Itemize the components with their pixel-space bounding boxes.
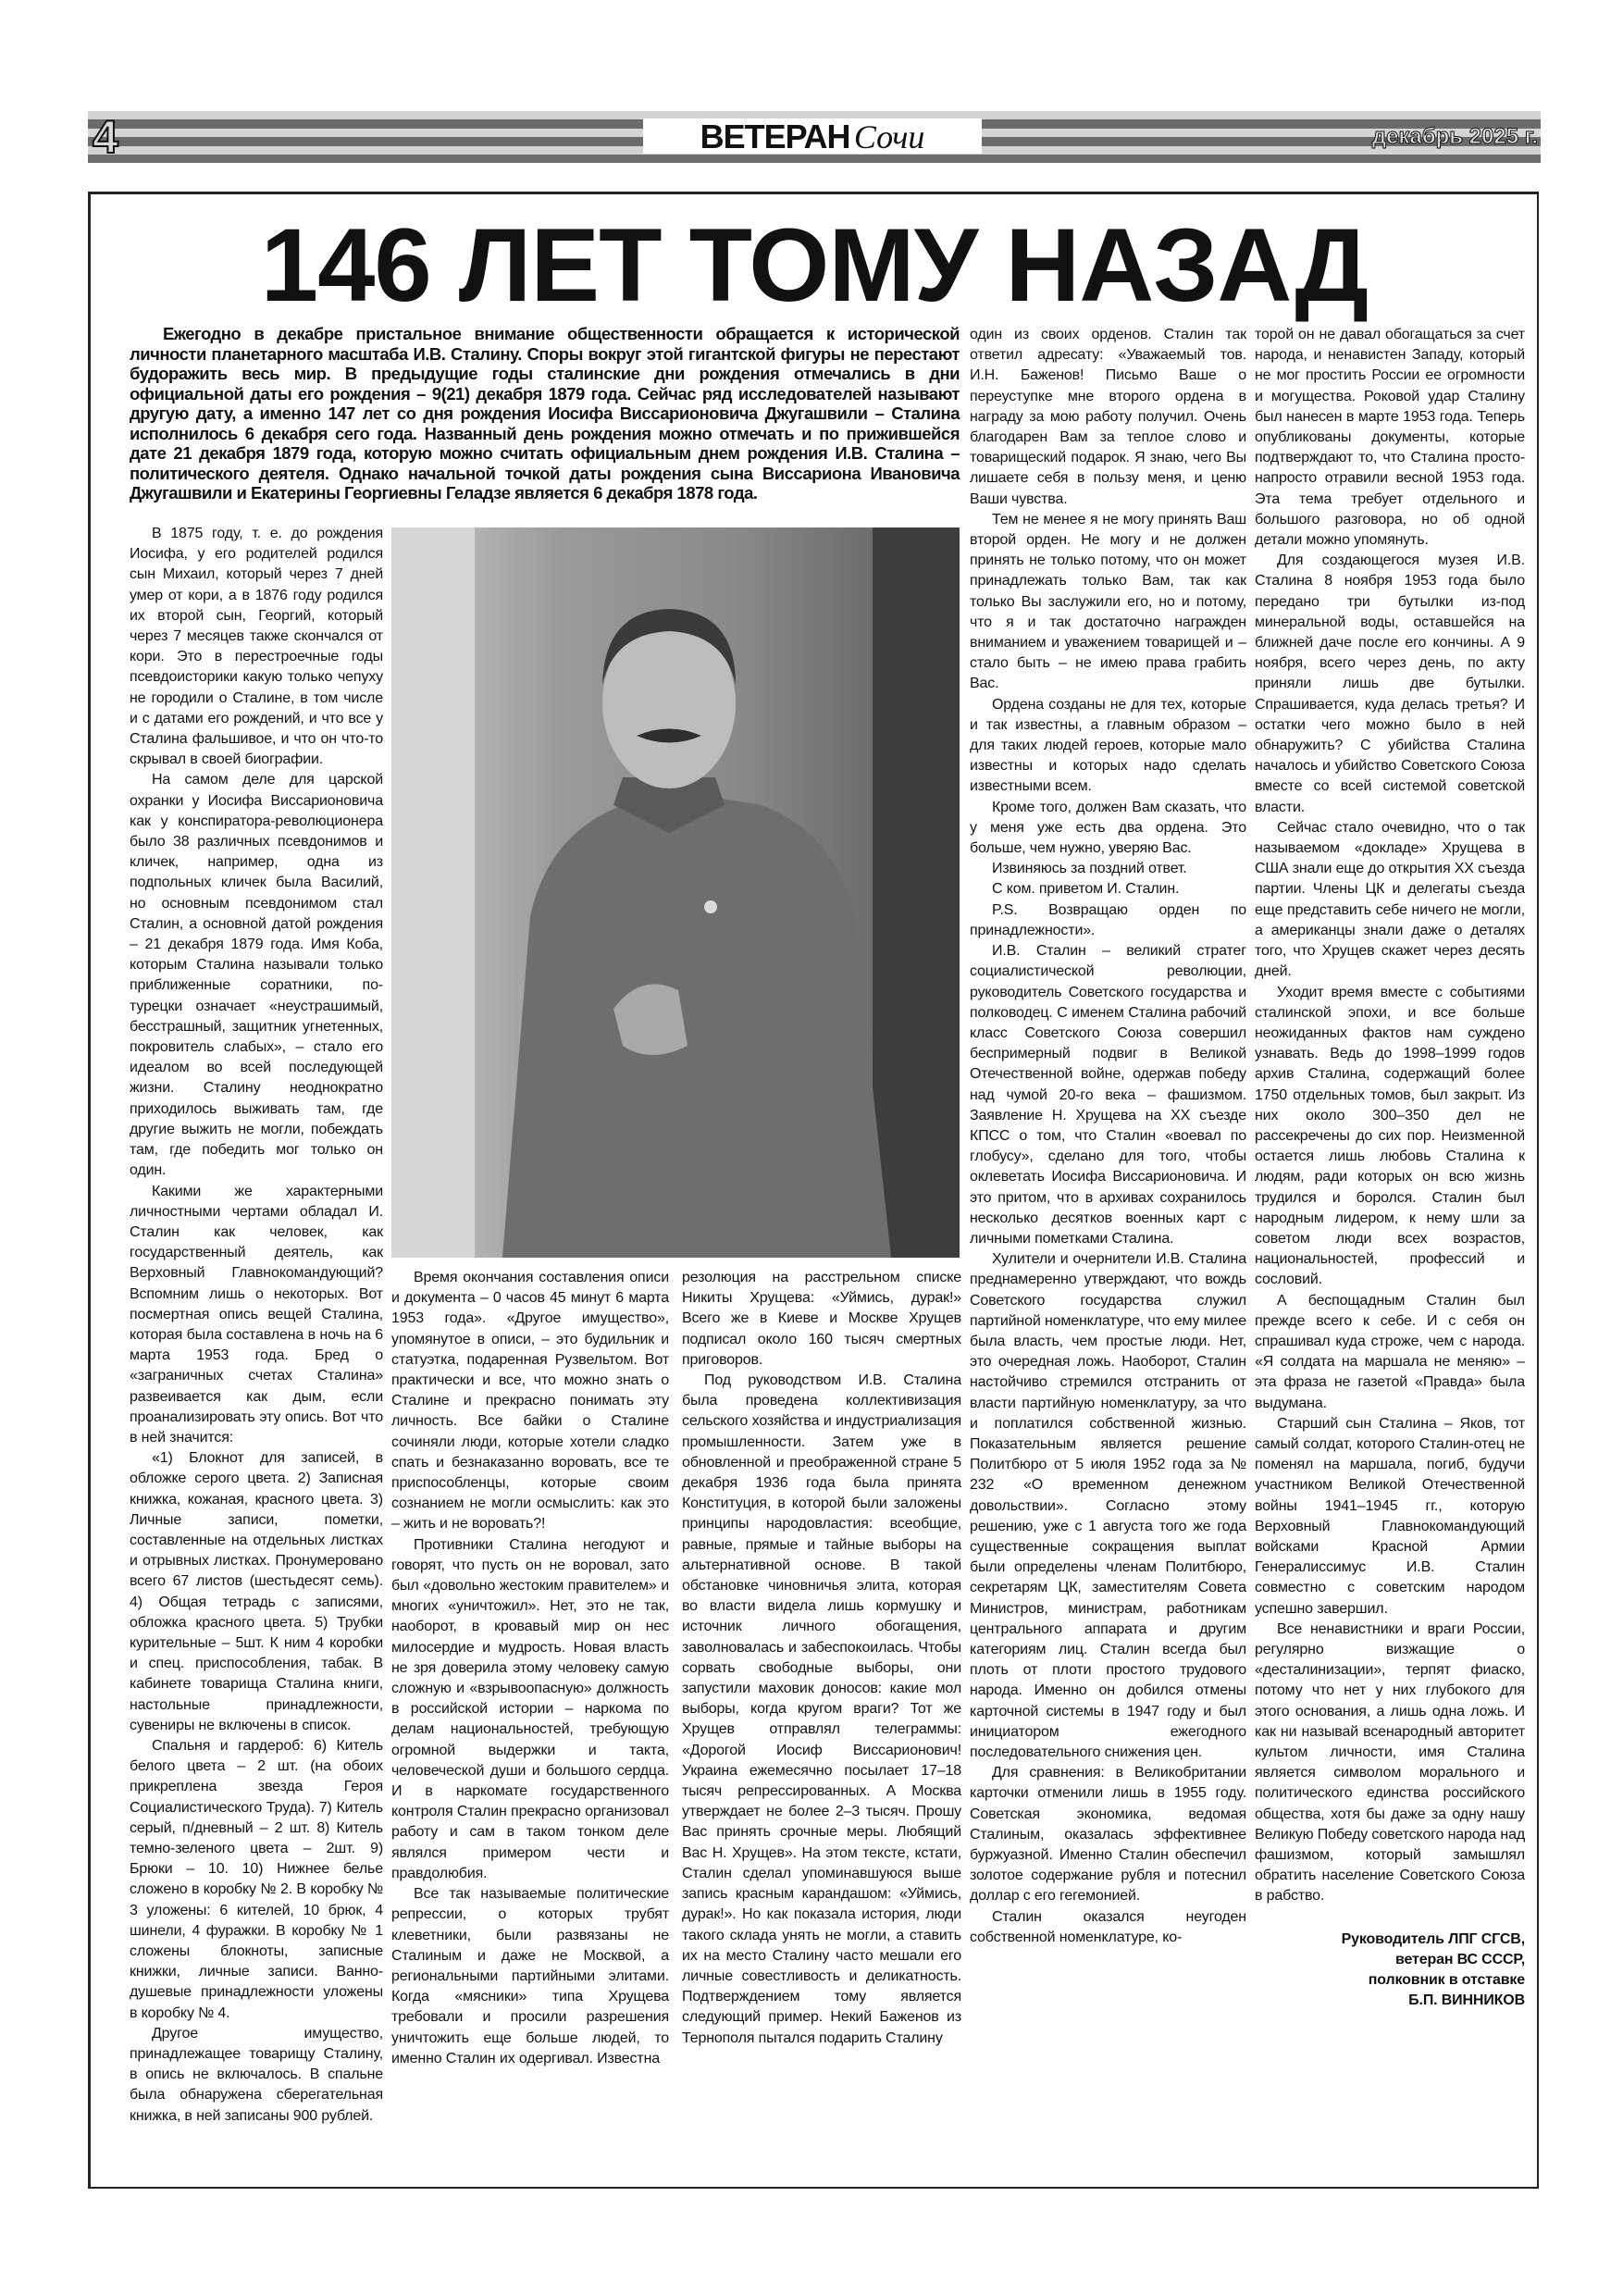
column-2	[391, 1268, 669, 2069]
article-paragraph: Старший сын Сталина – Яков, тот самый солдат, которого Сталин-отец не поменял на маршала, погиб, будучи участником Великой Отечественной войны 1941–1945 гг., которую Верховный Главнокомандующий войсками Красной Армии Генералиссимус И.В. Сталин совместно с советским народом успешно завершил.	[1255, 1415, 1525, 1617]
column-3	[682, 1268, 961, 2049]
article-paragraph: Сейчас стало очевидно, что о так называемом «докладе» Хрущева в США знали еще до открытия XX съезда партии. Члены ЦК и делегаты съезда еще представить себе ничего не могли, а американцы знали даже о деталях того, что Хрущев скажет через десять дней.	[1255, 819, 1525, 980]
newspaper-logo	[643, 118, 982, 154]
page-number: 4	[93, 111, 118, 163]
signature-line: ветеран ВС СССР,	[1395, 1951, 1525, 1967]
article-lead: Ежегодно в декабре пристальное внимание общественности обращается к исторической личности планетарного масштаба И.В. Сталину. Споры вокруг этой гигантской фигуры не перестают будоражить весь мир. В предыдущие годы сталинские дни рождения отмечались в дни официальной даты его рождения – 9(21) декабря 1879 года. Сейчас ряд исследователей называют другую дату, а именно 147 лет со дня рождения Иосифа Виссарионовича Джугашвили – Сталина исполнилось 6 декабря сего года. Названный день рождения можно отмечать и по прижившейся дате 21 декабря 1879 года, которую можно считать официальным днем рождения И.В. Сталина – политического деятеля. Однако начальной точкой даты рождения сына Виссариона Ивановича Джугашвили и Екатерины Георгиевны Геладзе является 6 декабря 1878 года.	[130, 324, 960, 503]
signature-line: Б.П. ВИННИКОВ	[1408, 1992, 1525, 2008]
article-paragraph: один из своих орденов. Сталин так ответил адресату: «Уважаемый тов. И.Н. Баженов! Письмо Ваше о переуступке мне второго ордена в награду за мою работу получил. Очень благодарен Вам за теплое слово и товарищеский подарок. Я знаю, чего Вы лишаете себя в пользу меня, и ценю Ваши чувства.	[970, 327, 1246, 507]
logo-city: Сочи	[853, 118, 925, 155]
article-paragraph: Другое имущество, принадлежащее товарищу Сталину, в опись не включалось. В спальне была обнаружена сберегательная книжка, в ней записаны 900 рублей.	[130, 2025, 383, 2124]
column-1	[130, 524, 383, 2127]
article-paragraph: «1) Блокнот для записей, в обложке серого цвета. 2) Записная книжка, кожаная, красного цвета. 3) Личные записи, пометки, составленные на отдельных листках и отрывных листках. Пронумеровано всего 67 листов (шестьдесят семь). 4) Общая тетрадь с записями, обложка красного цвета. 5) Трубки курительные – 5шт. К ним 4 коробки и спец. приспособления, табак. В кабинете товарища Сталина книги, настольные принадлежности, сувениры не включены в список.	[130, 1450, 383, 1733]
article-paragraph: Хулители и очернители И.В. Сталина преднамеренно утверждают, что вождь Советского государства служил партийной номенклатуре, что ему милее была власть, чем простые люди. Нет, это очередная ложь. Наоборот, Сталин настойчиво стремился отстранить от власти партийную номенклатуру, за что и поплатился собственной жизнью. Показательным является решение Политбюро от 5 июля 1952 года за № 232 «О временном денежном довольствии». Согласно этому решению, уже с 1 августа того же года существенные сокращения выплат были определены членам Политбюро, секретарям ЦК, заместителям Совета Министров, министрам, работникам центрального аппарата и другим категориям лиц. Сталин всегда был плоть от плоти простого трудового народа. Именно он добился отмены карточной системы в 1947 году и был инициатором ежегодного последовательного снижения цен.	[970, 1251, 1246, 1761]
article-paragraph: Все так называемые политические репрессии, о которых трубят клеветники, были развязаны не Сталиным и даже не Москвой, а региональными партийными элитами. Когда «мясники» типа Хрущева требовали и просили разрешения уничтожить еще больше людей, то именно Сталин их одергивал. Известна	[391, 1886, 669, 2066]
signature-line: полковник в отставке	[1368, 1971, 1525, 1988]
article-paragraph: В 1875 году, т. е. до рождения Иосифа, у его родителей родился сын Михаил, который через 7 дней умер от кори, а в 1876 году родился их второй сын, Георгий, который через 7 месяцев также скончался от кори. Это в перестроечные годы псевдоисторики какую только чепуху не городили о Сталине, в том числе и с датами его рождений, и что все у Сталина фальшивое, и что он что-то скрывал в своей биографии.	[130, 526, 383, 768]
article-paragraph: P.S. Возвращаю орден по принадлежности».	[970, 901, 1246, 938]
article-paragraph: А беспощадным Сталин был прежде всего к себе. И с себя он спрашивал куда строже, чем с народа. «Я солдата на маршала не меняю» – эта фраза не газетой «Правда» была выдумана.	[1255, 1292, 1525, 1411]
article-paragraph: Для создающегося музея И.В. Сталина 8 ноября 1953 года было передано три бутылки из-под минеральной воды, оставшейся на ближней даче после его кончины. А 9 ноября, всего через день, по акту приняли лишь две бутылки. Спрашивается, куда делась третья? И остатки чего можно было в ней обнаружить? С убийства Сталина началось и убийство Советского Союза вместе со всей системой советской власти.	[1255, 552, 1525, 815]
article-paragraph: Тем не менее я не могу принять Ваш второй орден. Не могу и не должен принять не только потому, что он может принадлежать только Вам, так как только Вы заслужили его, но и потому, что я и так достаточно награжден вниманием и уважением товарищей и – стало быть – не имею права грабить Вас.	[970, 511, 1246, 692]
article-paragraph: Какими же характерными личностными чертами обладал И. Сталин как человек, как государственный деятель, как Верховный Главнокомандующий? Вспомним лишь о некоторых. Вот посмертная опись вещей Сталина, которая была составлена в ночь на 6 марта 1953 года. Бред о «заграничных счетах Сталина» развеивается как дым, если проанализировать эту опись. Вот что в ней значится:	[130, 1183, 383, 1446]
article-paragraph: Под руководством И.В. Сталина была проведена коллективизация сельского хозяйства и индустриализация промышленности. Затем уже в обновленной и преображенной стране 5 декабря 1936 года была принята Конституция, в которой были заложены принципы народовластия: всеобщие, равные, прямые и тайные выборы на альтернативной основе. В такой обстановке чиновничья элита, которая во власти видела лишь кормушку и источник личного обогащения, заволновалась и забеспокоилась. Чтобы сорвать свободные выборы, они запустили маховик доносов: какие мол выборы, когда кругом враги? Тот же Хрущев отправлял телеграммы: «Дорогой Иосиф Виссарионович! Украина ежемесячно посылает 17–18 тысяч репрессированных. А Москва утверждает не более 2–3 тысяч. Прошу Вас принять срочные меры. Любящий Вас Н. Хрущев». На этом тексте, кстати, Сталин сделал упоминавшуюся выше запись красным карандашом: «Уймись, дурак!». Но как показала история, люди такого склада унять не могли, а ставить их на место Сталину часто мешали его личные совестливость и деликатность. Подтверждением тому является следующий пример. Некий Баженов из Тернополя пытался подарить Сталину	[682, 1372, 961, 2046]
article-paragraph: Уходит время вместе с событиями сталинской эпохи, и все больше неожиданных фактов нам суждено узнавать. Ведь до 1998–1999 годов архив Сталина, содержащий более 1750 отдельных томов, был закрыт. Из них около 300–350 дел не рассекречены до сих пор. Неизменной остается лишь любовь Сталина к людям, ради которых он всю жизнь трудился и боролся. Сталин был народным лидером, к нему шли за советом люди всех возрастов, национальностей, профессий и сословий.	[1255, 984, 1525, 1288]
article-paragraph: Извиняюсь за поздний ответ.	[992, 861, 1187, 877]
article-paragraph: Кроме того, должен Вам сказать, что у меня уже есть два ордена. Это больше, чем нужно, уверяю Вас.	[970, 799, 1246, 857]
portrait-photo	[391, 527, 960, 1258]
article-paragraph: резолюция на расстрельном списке Никиты Хрущева: «Уймись, дурак!» Всего же в Киеве и Москве Хрущев подписал около 160 тысяч смертных приговоров.	[682, 1270, 961, 1368]
article-paragraph: С ком. приветом И. Сталин.	[992, 881, 1180, 898]
article-paragraph: торой он не давал обогащаться за счет народа, и ненавистен Западу, который не мог простить России ее огромности и могущества. Роковой удар Сталину был нанесен в марте 1953 года. Теперь опубликованы документы, которые подтверждают то, что Сталина просто-напросто отравили весной 1953 года. Эта тема требует отдельного и большого разговора, но об одной детали можно упомянуть.	[1255, 327, 1525, 549]
portrait-photo-icon	[391, 527, 960, 1258]
author-signature	[1255, 1930, 1525, 2011]
article-paragraph: Для сравнения: в Великобритании карточки отменили лишь в 1955 году. Советская экономика, ведомая Сталиным, оказалась эффективнее буржуазной. Именно Сталин обеспечил золотое содержание рубля и потеснил доллар с его гегемонией.	[970, 1765, 1246, 1905]
issue-date: декабрь 2025 г.	[1371, 124, 1538, 149]
article-title: 146 ЛЕТ ТОМУ НАЗАД	[260, 207, 1369, 323]
logo-main: ВЕТЕРАН	[700, 118, 850, 155]
article-paragraph: И.В. Сталин – великий стратег социалистической революции, руководитель Советского государства и полководец. С именем Сталина рабочий класс Советского Союза совершил беспримерный подвиг в Великой Отечественной войне, одержав победу над чумой 20-го века – фашизмом. Заявление Н. Хрущева на XX съезде КПСС о том, что Сталин «воевал по глобусу», сделано для того, чтобы оклеветать Иосифа Виссарионовича. И это притом, что в архивах сохранилось несколько десятков военных карт с личными пометками Сталина.	[970, 943, 1246, 1247]
article-paragraph: Сталин оказался неугоден собственной номенклатуре, ко-	[970, 1908, 1246, 1945]
article-paragraph: На самом деле для царской охранки у Иосифа Виссарионовича как у конспиратора-революционера было 38 различных псевдонимов и кличек, например, одна из подпольных кличек была Василий, но основным псевдонимом стал Сталин, а основной датой рождения – 21 декабря 1879 года. Имя Коба, которым Сталина называли только приближенные соратники, по-турецки означает «неустрашимый, бесстрашный, защитник угнетенных, покровитель слабых», – стало его идеалом во всей последующей жизни. Сталину неоднократно приходилось выживать там, где другие выжить не могли, побеждать там, где победить мог только он один.	[130, 772, 383, 1179]
signature-line: Руководитель ЛПГ СГСВ,	[1341, 1930, 1525, 1947]
article-paragraph: Спальня и гардероб: 6) Китель белого цвета – 2 шт. (на обоих прикреплена звезда Героя Социалистического Труда). 7) Китель серый, п/дневный – 2 шт. 8) Китель темно-зеленого цвета – 2шт. 9) Брюки – 10. 10) Нижнее белье сложено в коробку № 2. В коробку № 3 уложены: 6 кителей, 10 брюк, 4 шинели, 4 фуражки. В коробку № 1 сложены блокноты, записные книжки, личные записи. Ванно-душевые принадлежности уложены в коробку № 4.	[130, 1737, 383, 2021]
article-paragraph: Все ненавистники и враги России, регулярно визжащие о «десталинизации», терпят фиаско, потому что нет у них глубокого для этого основания, а лишь одна ложь. И как ни называй всенародный авторитет культом личности, имя Сталина является символом морального и политического единства российского общества, хотя бы даже за одну нашу Великую Победу советского народа над фашизмом, который замышлял обратить население Советского Союза в рабство.	[1255, 1620, 1525, 1905]
article-paragraph: Ордена созданы не для тех, которые и так известны, а главным образом – для таких людей героев, которые мало известны и которых надо сделать известными всем.	[970, 696, 1246, 795]
column-4	[970, 325, 1246, 1948]
article-paragraph: Время окончания составления описи и документа – 0 часов 45 минут 6 марта 1953 года». «Другое имущество», упомянутое в описи, – это будильник и статуэтка, подаренная Рузвельтом. Вот практически и все, что можно знать о Сталине и прекрасно понимать эту личность. Все байки о Сталине сочиняли люди, которые хотели сладко спать и безнаказанно воровать, все те приспособленцы, которые своим сознанием не могли осмыслить: как это – жить и не воровать?!	[391, 1270, 669, 1533]
article-paragraph: Противники Сталина негодуют и говорят, что пусть он не воровал, зато был «довольно жестоким правителем» и многих «уничтожил». Нет, это не так, наоборот, в кровавый мир он нес милосердие и мудрость. Новая власть не зря доверила этому человеку самую сложную и «взрывоопасную» должность в российской истории – наркома по делам национальностей, требующую огромной выдержки и такта, человеческой души и большого сердца. И в наркомате государственного контроля Сталин прекрасно организовал работу и сам в таком тонком деле являлся примером чести и правдолюбия.	[391, 1536, 669, 1881]
column-5	[1255, 325, 1525, 2011]
